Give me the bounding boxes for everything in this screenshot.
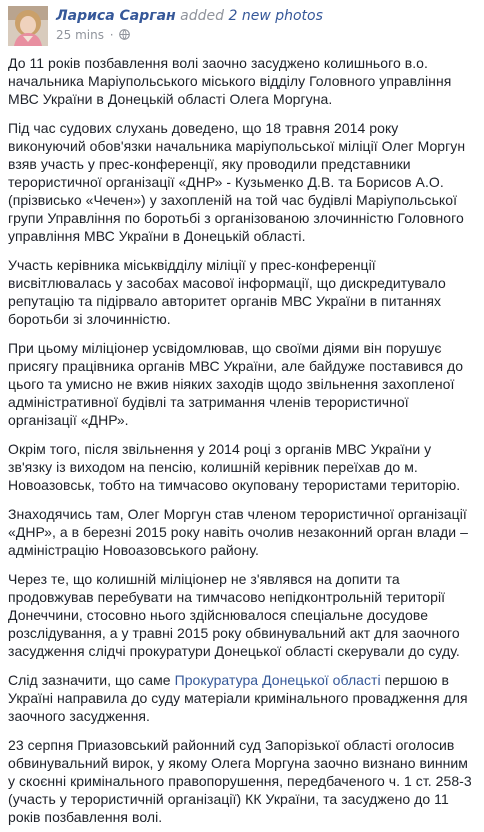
post-paragraph-5: Окрім того, після звільнення у 2014 році з органів МВС України у зв'язку із виходом на пенсію, колишній керівник переїхав до м. Новоазовськ, тобто на тимчасово окуповану терористами територію. (8, 441, 461, 493)
post-timestamp[interactable]: 25 mins (56, 28, 104, 42)
post-paragraph-1: До 11 років позбавлення волі заочно засуджено колишнього в.о. начальника Маріупольського міського відділу Головного управління МВС України в Донецькій області Олега Моргуна. (8, 55, 452, 107)
globe-icon[interactable] (119, 28, 130, 39)
post-paragraph-6: Знаходячись там, Олег Моргун став членом терористичної організації «ДНР», а в березні 2015 року навіть очолив незаконний орган влади – адміністрацію Новоазовського району. (8, 506, 468, 558)
post-paragraph-9: 23 серпня Приазовський районний суд Запорізької області оголосив обвинувальний вирок, у якому Олега Моргуна заочно визнано винним у скоєнні кримінального правопорушення, передбаченого ч. 1 ст. 258-3 (участь у терористичній організації) КК України, та засуджено до 11 років позбавлення волі. (8, 737, 472, 825)
paragraph-8-text-after: першою в Україні направила до суду матеріали кримінального провадження для заочного засудження. (8, 672, 468, 724)
post-meta (56, 27, 130, 43)
author-name-link[interactable]: Лариса Сарган (56, 8, 176, 24)
post-header (0, 0, 484, 52)
post-paragraph-3: Участь керівника міськвідділу міліції у прес-конференції висвітлювалась у засобах масової інформації, що дискредитувало репутацію та підірвало авторитет органів МВС України в питаннях боротьби зі злочинністю. (8, 257, 446, 327)
post-paragraph-4: При цьому міліціонер усвідомлював, що своїми діями він порушує присягу працівника органів МВС України, але байдуже поставився до цього та умисно не вжив ніяких заходів щодо звільнення захопленої адміністративної будівлі та затримання членів терористичної організації «ДНР». (8, 340, 464, 428)
prosecutor-page-link[interactable]: Прокуратура Донецької області (174, 672, 381, 688)
post-paragraph-2: Під час судових слухань доведено, що 18 травня 2014 року виконуючий обов'язки начальника маріупольської міліції Олег Моргун взяв участь у прес-конференції, яку проводили представники терористичної організації «ДНР» - Кузьменко Д.В. та Борисов А.О. (прізвисько «Чечен») у захопленій на той час будівлі Маріупольської групи Управління по боротьбі з організованою злочинністю Головного управління МВС України в Донецькій області. (8, 120, 466, 244)
paragraph-8-text-before: Слід зазначити, що саме (8, 672, 175, 688)
author-action-text: added (180, 8, 225, 24)
avatar-image (8, 6, 48, 46)
post-paragraph-7: Через те, що колишній міліціонер не з'являвся на допити та продовжував перебувати на тимчасово непідконтрольній території Донеччини, стосовно нього здійснювалося спеціальне досудове розслідування, а у травні 2015 року обвинувальний акт для заочного засудження слідчі прокуратури Донецької області скерували до суду. (8, 571, 460, 659)
avatar[interactable] (8, 6, 48, 46)
post-paragraph-8 (8, 671, 474, 725)
photo-count-link[interactable]: 2 new photos (228, 8, 323, 24)
meta-separator: · (109, 28, 114, 42)
post-body (0, 52, 484, 826)
post-author-line (56, 7, 323, 25)
